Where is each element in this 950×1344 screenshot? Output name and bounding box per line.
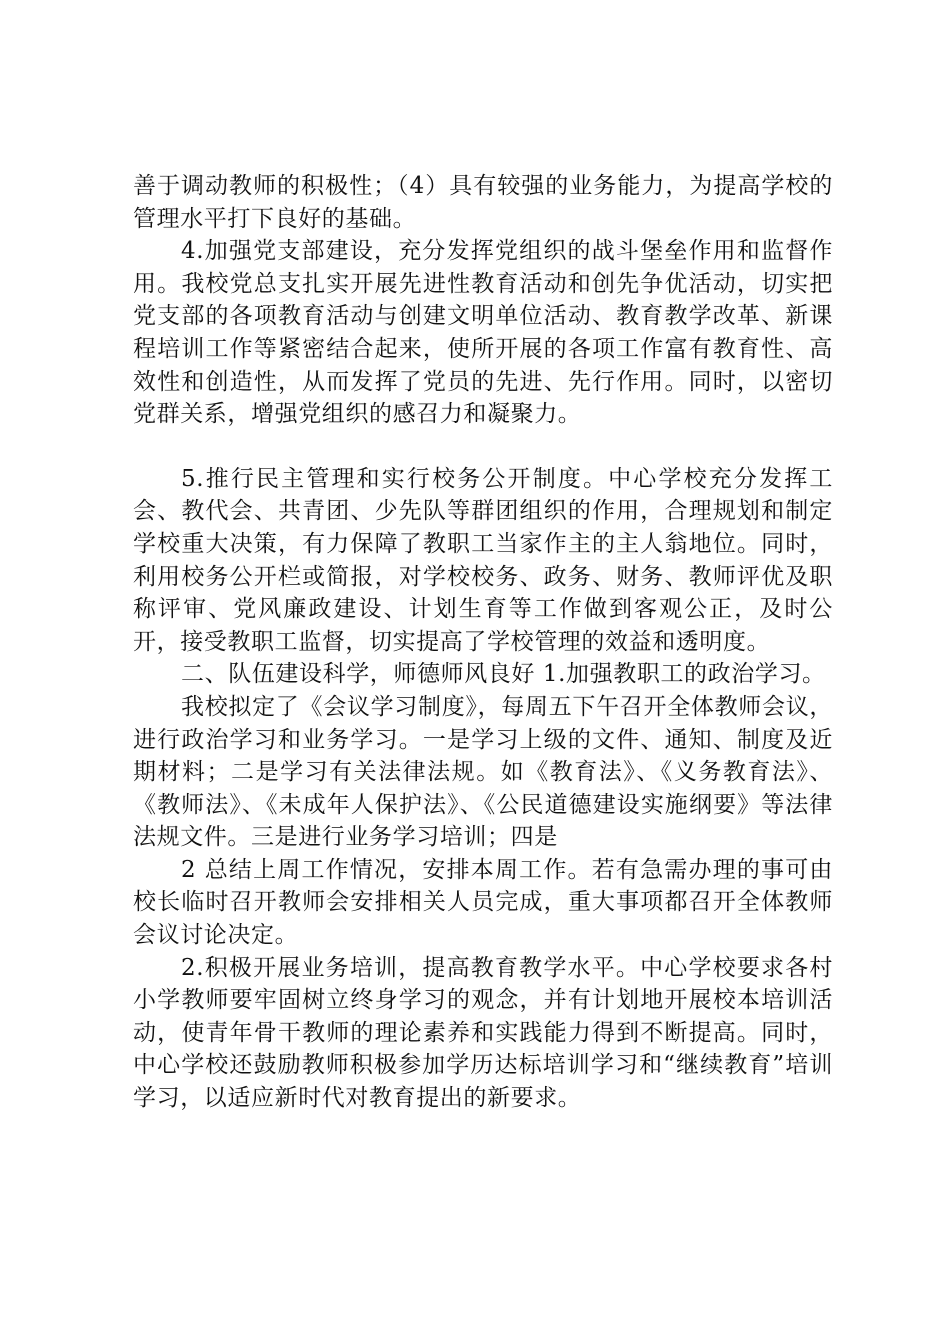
section-heading-team-building: 二、队伍建设科学，师德师风良好 1.加强教职工的政治学习。 <box>181 661 826 688</box>
paragraph-continuation: 善于调动教师的积极性；（4）具有较强的业务能力，为提高学校的管理水平打下良好的基础。 <box>133 173 833 232</box>
paragraph-democratic-management: 5.推行民主管理和实行校务公开制度。中心学校充分发挥工会、教代会、共青团、少先队等群团组织的作用，合理规划和制定学校重大决策，有力保障了教职工当家作主的主人翁地位。同时，利用校务公开栏或简报，对学校校务、政务、财务、教师评优及职称评审、党风廉政建设、计划生育等工作做到客观公正，及时公开，接受教职工监督，切实提高了学校管理的效益和透明度。 <box>133 465 833 655</box>
paragraph-meeting-study: 我校拟定了《会议学习制度》，每周五下午召开全体教师会议，进行政治学习和业务学习。一是学习上级的文件、通知、制度及近期材料；二是学习有关法律法规。如《教育法》、《义务教育法》、《教师法》、《未成年人保护法》、《公民道德建设实施纲要》等法律法规文件。三是进行业务学习培训；四是 <box>133 693 833 851</box>
paragraph-professional-training: 2.积极开展业务培训，提高教育教学水平。中心学校要求各村小学教师要牢固树立终身学习的观念，并有计划地开展校本培训活动，使青年骨干教师的理论素养和实践能力得到不断提高。同时，中心学校还鼓励教师积极参加学历达标培训学习和“继续教育”培训学习，以适应新时代对教育提出的新要求。 <box>133 954 833 1112</box>
paragraph-party-branch: 4.加强党支部建设，充分发挥党组织的战斗堡垒作用和监督作用。我校党总支扎实开展先进性教育活动和创先争优活动，切实把党支部的各项教育活动与创建文明单位活动、教育教学改革、新课程培训工作等紧密结合起来，使所开展的各项工作富有教育性、高效性和创造性，从而发挥了党员的先进、先行作用。同时，以密切党群关系，增强党组织的感召力和凝聚力。 <box>133 238 833 428</box>
document-body <box>133 170 833 1115</box>
paragraph-weekly-summary: 2 总结上周工作情况，安排本周工作。若有急需办理的事可由校长临时召开教师会安排相关人员完成，重大事项都召开全体教师会议讨论决定。 <box>133 856 833 949</box>
